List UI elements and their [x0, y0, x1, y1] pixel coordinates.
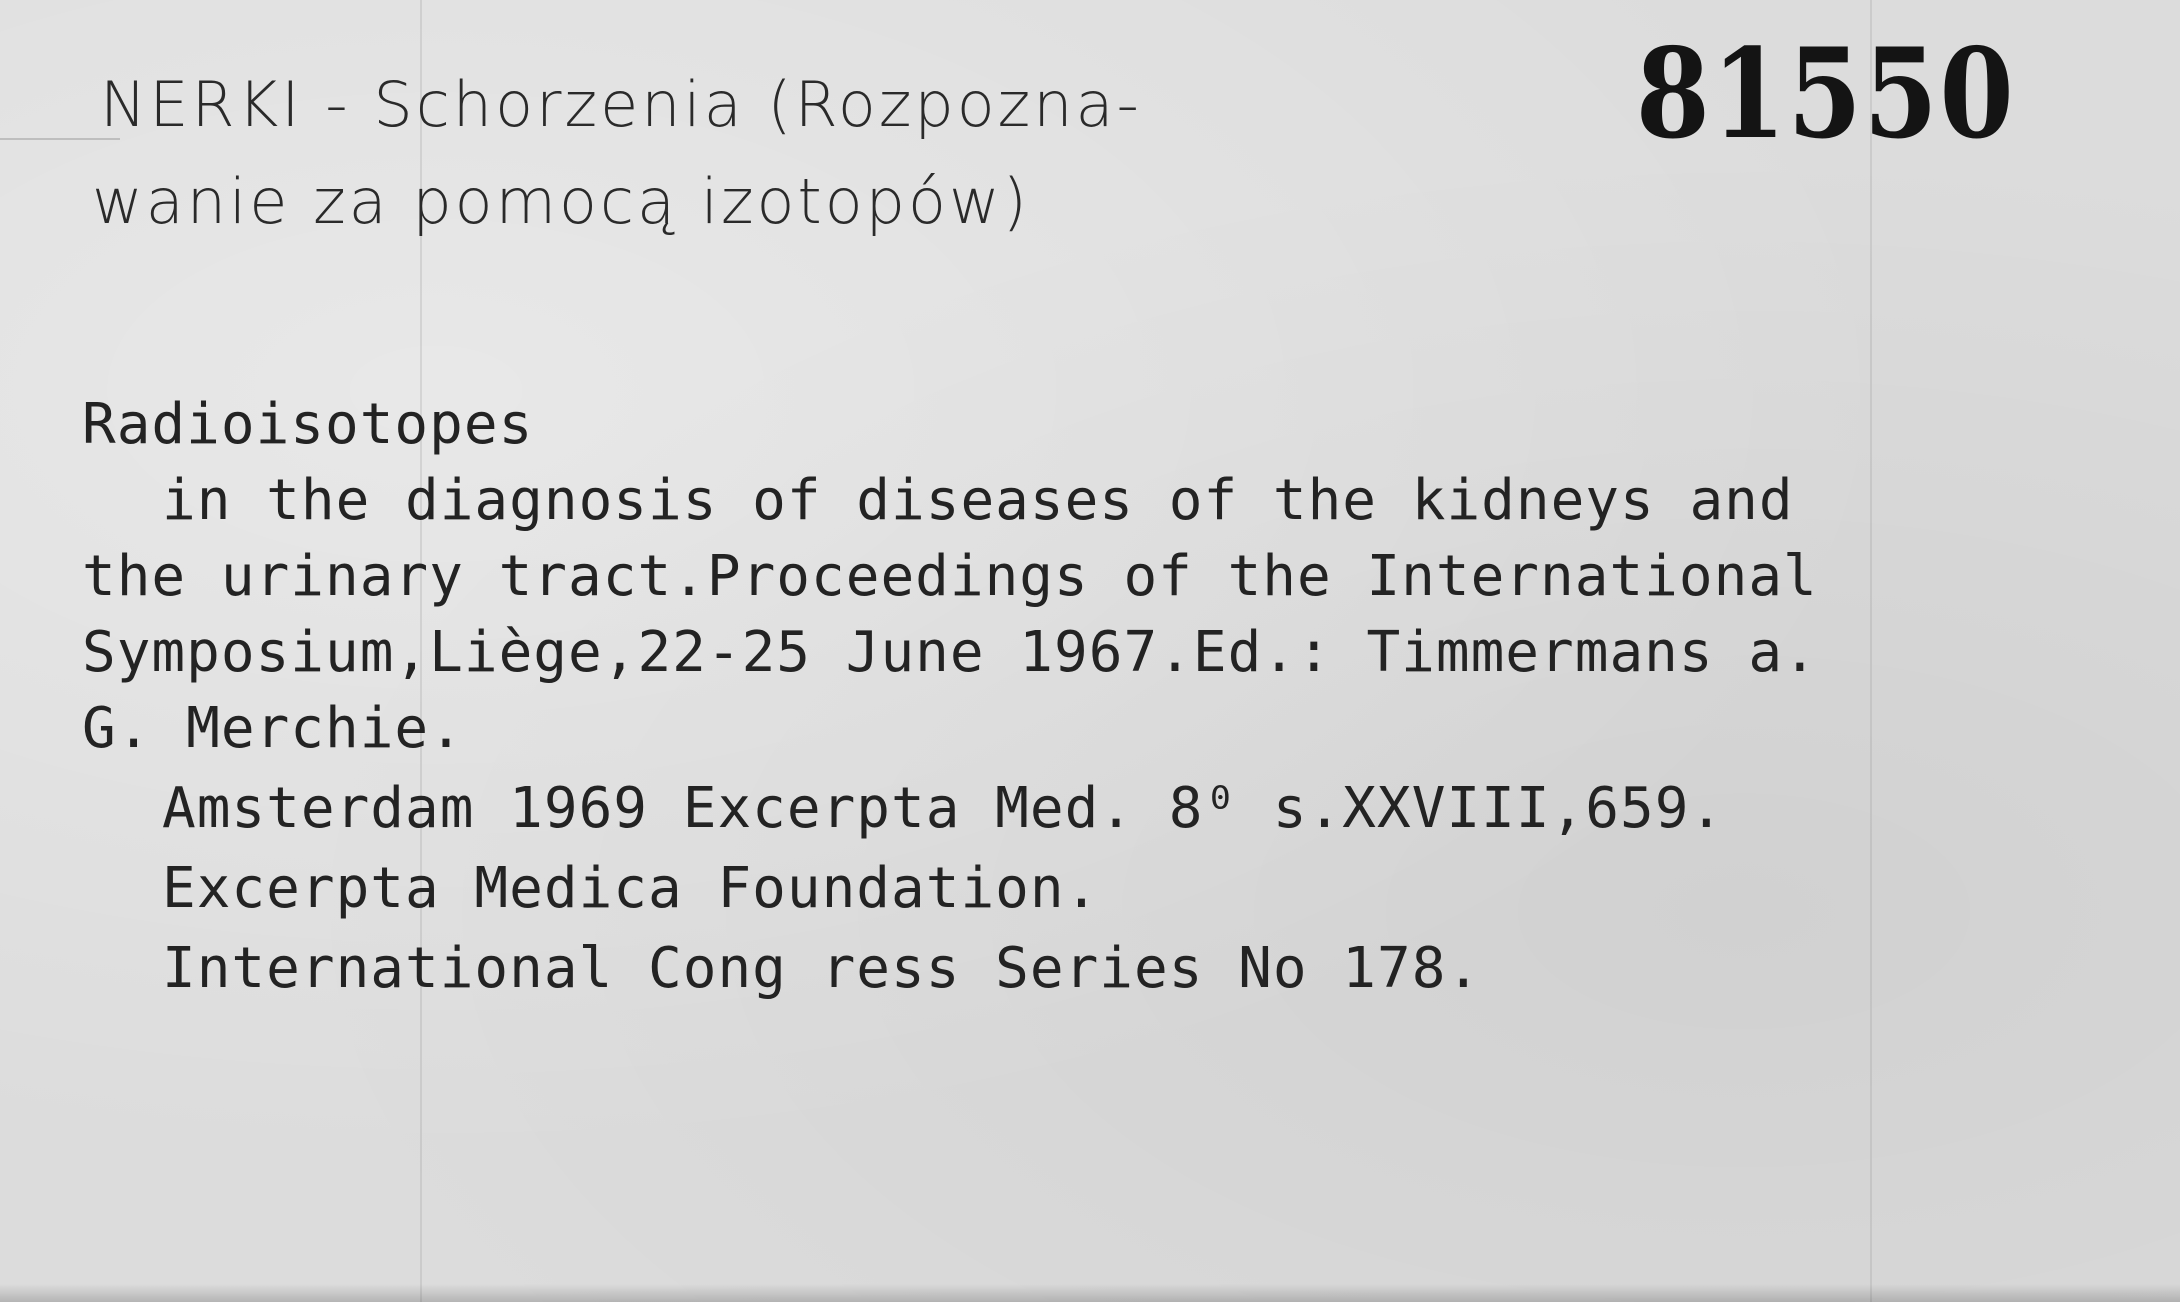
publication-line: Amsterdam 1969 Excerpta Med. 8⁰ s.XXVIII,659. [162, 776, 1725, 841]
entry-title: Radioisotopes [82, 392, 534, 457]
subject-heading-line-2: wanie za pomocą izotopów) [92, 165, 1030, 238]
publisher-line: Excerpta Medica Foundation. [162, 856, 1100, 921]
call-number: 81550 [1635, 22, 2015, 167]
entry-line: Symposium,Liège,22-25 June 1967.Ed.: Timmermans a. [82, 620, 1818, 685]
entry-line: the urinary tract.Proceedings of the International [82, 544, 1818, 609]
card-bottom-edge [0, 1284, 2180, 1302]
entry-line: in the diagnosis of diseases of the kidneys and [162, 468, 1794, 533]
card-crease [1870, 0, 1872, 1302]
entry-line: G. Merchie. [82, 696, 464, 761]
subject-heading-line-1: NERKI - Schorzenia (Rozpozna- [100, 68, 1142, 141]
series-line: International Cong ress Series No 178. [162, 936, 1482, 1001]
